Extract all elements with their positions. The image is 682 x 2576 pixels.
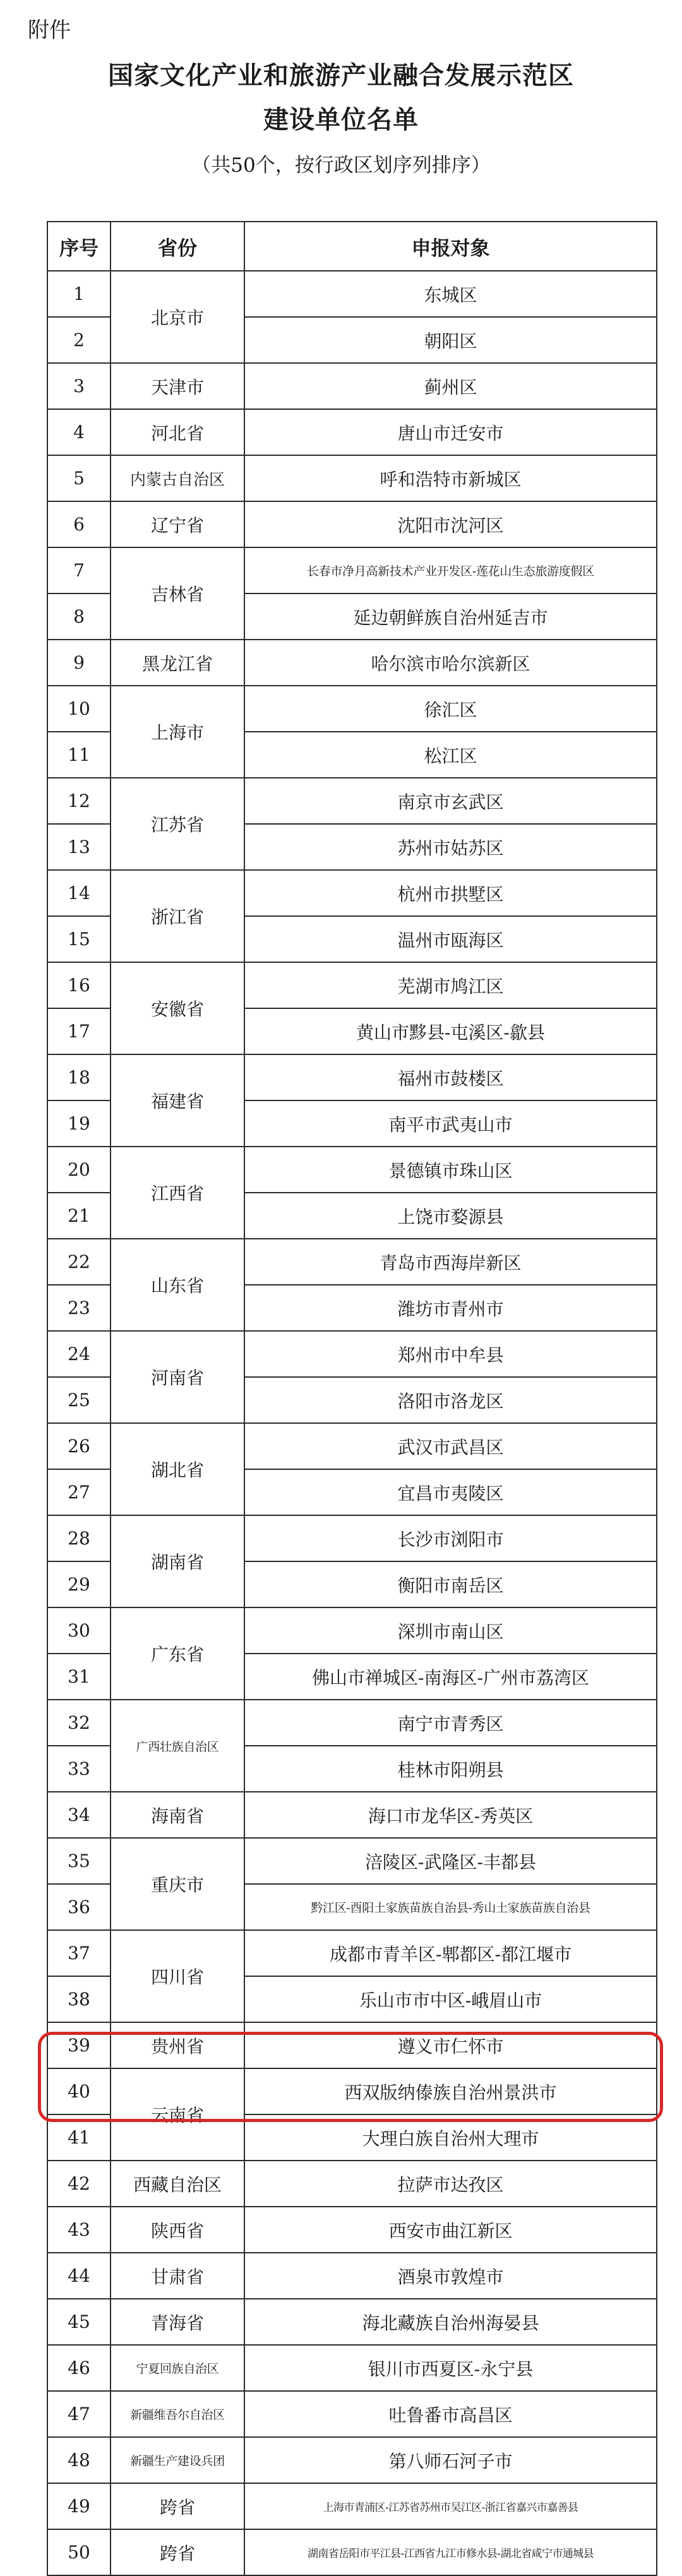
row-number: 36	[47, 1884, 111, 1930]
table-row	[47, 455, 657, 501]
table-row	[47, 1838, 657, 1884]
table-row	[47, 640, 657, 686]
row-number: 6	[47, 501, 111, 547]
row-number: 22	[47, 1239, 111, 1285]
target-cell: 福州市鼓楼区	[244, 1054, 657, 1100]
row-number: 1	[47, 271, 111, 317]
table-row	[47, 1331, 657, 1377]
target-cell: 深圳市南山区	[244, 1607, 657, 1654]
row-number: 13	[47, 824, 111, 870]
row-number: 25	[47, 1377, 111, 1423]
row-number: 38	[47, 1976, 111, 2022]
target-cell: 成都市青羊区-郫都区-都江堰市	[244, 1930, 657, 1976]
row-number: 40	[47, 2068, 111, 2114]
column-header-target: 申报对象	[244, 222, 657, 271]
target-cell: 遵义市仁怀市	[244, 2022, 657, 2068]
row-number: 26	[47, 1423, 111, 1469]
target-cell: 东城区	[244, 271, 657, 317]
province-cell: 吉林省	[111, 547, 244, 640]
target-cell: 朝阳区	[244, 317, 657, 363]
row-number: 27	[47, 1469, 111, 1515]
target-cell: 湖南省岳阳市平江县-江西省九江市修水县-湖北省咸宁市通城县	[244, 2529, 657, 2575]
province-cell: 陕西省	[111, 2207, 244, 2253]
row-number: 11	[47, 732, 111, 778]
row-number: 5	[47, 455, 111, 501]
row-number: 34	[47, 1792, 111, 1838]
target-cell: 武汉市武昌区	[244, 1423, 657, 1469]
row-number: 42	[47, 2161, 111, 2207]
table-row	[47, 1930, 657, 1976]
row-number: 15	[47, 916, 111, 962]
province-cell: 福建省	[111, 1054, 244, 1147]
target-cell: 银川市西夏区-永宁县	[244, 2345, 657, 2391]
table-row	[47, 1607, 657, 1654]
province-cell: 云南省	[111, 2068, 244, 2161]
province-cell: 浙江省	[111, 870, 244, 962]
province-cell: 湖北省	[111, 1423, 244, 1515]
row-number: 3	[47, 363, 111, 409]
target-cell: 延边朝鲜族自治州延吉市	[244, 593, 657, 640]
province-cell: 辽宁省	[111, 501, 244, 547]
table-row	[47, 2207, 657, 2253]
province-cell: 重庆市	[111, 1838, 244, 1930]
highlight-box	[38, 2032, 663, 2122]
row-number: 33	[47, 1746, 111, 1792]
target-cell: 黄山市黟县-屯溪区-歙县	[244, 1008, 657, 1054]
target-cell: 徐汇区	[244, 686, 657, 732]
row-number: 20	[47, 1147, 111, 1193]
row-number: 10	[47, 686, 111, 732]
target-cell: 拉萨市达孜区	[244, 2161, 657, 2207]
document-subtitle: （共50个，按行政区划序列排序）	[191, 154, 491, 177]
row-number: 46	[47, 2345, 111, 2391]
row-number: 49	[47, 2483, 111, 2529]
province-cell: 安徽省	[111, 962, 244, 1054]
table-row	[47, 1515, 657, 1561]
province-cell: 河南省	[111, 1331, 244, 1423]
row-number: 24	[47, 1331, 111, 1377]
row-number: 31	[47, 1654, 111, 1700]
row-number: 30	[47, 1607, 111, 1654]
target-cell: 蓟州区	[244, 363, 657, 409]
province-cell: 四川省	[111, 1930, 244, 2022]
row-number: 17	[47, 1008, 111, 1054]
target-cell: 长沙市浏阳市	[244, 1515, 657, 1561]
target-cell: 佛山市禅城区-南海区-广州市荔湾区	[244, 1654, 657, 1700]
province-cell: 湖南省	[111, 1515, 244, 1607]
table-row	[47, 2483, 657, 2529]
target-cell: 乐山市市中区-峨眉山市	[244, 1976, 657, 2022]
table-row	[47, 2437, 657, 2483]
target-cell: 桂林市阳朔县	[244, 1746, 657, 1792]
column-header-province: 省份	[111, 222, 244, 271]
attachment-label: 附件	[28, 18, 71, 43]
target-cell: 呼和浩特市新城区	[244, 455, 657, 501]
table-row	[47, 409, 657, 455]
province-cell: 江西省	[111, 1147, 244, 1239]
table-header-row	[47, 222, 657, 271]
province-cell: 跨省	[111, 2529, 244, 2575]
table-row	[47, 2391, 657, 2437]
row-number: 48	[47, 2437, 111, 2483]
province-cell: 青海省	[111, 2299, 244, 2345]
target-cell: 哈尔滨市哈尔滨新区	[244, 640, 657, 686]
province-cell: 广东省	[111, 1607, 244, 1700]
target-cell: 涪陵区-武隆区-丰都县	[244, 1838, 657, 1884]
row-number: 7	[47, 547, 111, 593]
row-number: 39	[47, 2022, 111, 2068]
province-cell: 黑龙江省	[111, 640, 244, 686]
province-cell: 跨省	[111, 2483, 244, 2529]
row-number: 14	[47, 870, 111, 916]
row-number: 8	[47, 593, 111, 640]
target-cell: 上海市青浦区-江苏省苏州市吴江区-浙江省嘉兴市嘉善县	[244, 2483, 657, 2529]
column-header-number: 序号	[47, 222, 111, 271]
row-number: 12	[47, 778, 111, 824]
row-number: 2	[47, 317, 111, 363]
target-cell: 第八师石河子市	[244, 2437, 657, 2483]
row-number: 21	[47, 1193, 111, 1239]
province-cell: 甘肃省	[111, 2253, 244, 2299]
document-title: 国家文化产业和旅游产业融合发展示范区	[108, 61, 574, 90]
province-cell: 新疆生产建设兵团	[111, 2437, 244, 2483]
table-row	[47, 1239, 657, 1285]
province-cell: 上海市	[111, 686, 244, 778]
row-number: 18	[47, 1054, 111, 1100]
table-body	[47, 271, 657, 2575]
document-title-line2: 建设单位名单	[263, 105, 419, 134]
province-cell: 宁夏回族自治区	[111, 2345, 244, 2391]
target-cell: 长春市净月高新技术产业开发区-莲花山生态旅游度假区	[244, 547, 657, 593]
province-cell: 新疆维吾尔自治区	[111, 2391, 244, 2437]
table-row	[47, 686, 657, 732]
province-cell: 天津市	[111, 363, 244, 409]
table-row	[47, 870, 657, 916]
target-cell: 沈阳市沈河区	[244, 501, 657, 547]
target-cell: 景德镇市珠山区	[244, 1147, 657, 1193]
province-cell: 贵州省	[111, 2022, 244, 2068]
target-cell: 上饶市婺源县	[244, 1193, 657, 1239]
row-number: 35	[47, 1838, 111, 1884]
row-number: 16	[47, 962, 111, 1008]
table-row	[47, 501, 657, 547]
province-cell: 山东省	[111, 1239, 244, 1331]
province-cell: 海南省	[111, 1792, 244, 1838]
target-cell: 南京市玄武区	[244, 778, 657, 824]
table-row	[47, 1147, 657, 1193]
row-number: 32	[47, 1700, 111, 1746]
target-cell: 潍坊市青州市	[244, 1285, 657, 1331]
table-row	[47, 2345, 657, 2391]
target-cell: 洛阳市洛龙区	[244, 1377, 657, 1423]
row-number: 50	[47, 2529, 111, 2575]
table-row	[47, 962, 657, 1008]
row-number: 28	[47, 1515, 111, 1561]
row-number: 44	[47, 2253, 111, 2299]
target-cell: 南平市武夷山市	[244, 1100, 657, 1147]
row-number: 19	[47, 1100, 111, 1147]
target-cell: 苏州市姑苏区	[244, 824, 657, 870]
row-number: 45	[47, 2299, 111, 2345]
province-cell: 内蒙古自治区	[111, 455, 244, 501]
target-cell: 西安市曲江新区	[244, 2207, 657, 2253]
target-cell: 衡阳市南岳区	[244, 1561, 657, 1607]
target-cell: 吐鲁番市高昌区	[244, 2391, 657, 2437]
target-cell: 郑州市中牟县	[244, 1331, 657, 1377]
row-number: 4	[47, 409, 111, 455]
table-row	[47, 1423, 657, 1469]
table-row	[47, 2253, 657, 2299]
target-cell: 南宁市青秀区	[244, 1700, 657, 1746]
table-row	[47, 1700, 657, 1746]
target-cell: 温州市瓯海区	[244, 916, 657, 962]
target-cell: 杭州市拱墅区	[244, 870, 657, 916]
table-row	[47, 547, 657, 593]
province-cell: 江苏省	[111, 778, 244, 870]
province-cell: 西藏自治区	[111, 2161, 244, 2207]
row-number: 29	[47, 1561, 111, 1607]
target-cell: 黔江区-酉阳土家族苗族自治县-秀山土家族苗族自治县	[244, 1884, 657, 1930]
province-cell: 河北省	[111, 409, 244, 455]
target-cell: 酒泉市敦煌市	[244, 2253, 657, 2299]
target-cell: 芜湖市鸠江区	[244, 962, 657, 1008]
row-number: 9	[47, 640, 111, 686]
target-cell: 唐山市迁安市	[244, 409, 657, 455]
target-cell: 海口市龙华区-秀英区	[244, 1792, 657, 1838]
table-row	[47, 363, 657, 409]
table-row	[47, 2299, 657, 2345]
table-row	[47, 1054, 657, 1100]
table-row	[47, 271, 657, 317]
target-cell: 大理白族自治州大理市	[244, 2114, 657, 2161]
row-number: 37	[47, 1930, 111, 1976]
target-cell: 宜昌市夷陵区	[244, 1469, 657, 1515]
province-cell: 北京市	[111, 271, 244, 363]
demonstration-zone-table	[47, 221, 657, 2576]
table-row	[47, 2529, 657, 2575]
target-cell: 松江区	[244, 732, 657, 778]
target-cell: 青岛市西海岸新区	[244, 1239, 657, 1285]
target-cell: 海北藏族自治州海晏县	[244, 2299, 657, 2345]
table-row	[47, 2161, 657, 2207]
row-number: 47	[47, 2391, 111, 2437]
row-number: 41	[47, 2114, 111, 2161]
target-cell: 西双版纳傣族自治州景洪市	[244, 2068, 657, 2114]
table-row	[47, 1792, 657, 1838]
row-number: 43	[47, 2207, 111, 2253]
province-cell: 广西壮族自治区	[111, 1700, 244, 1792]
row-number: 23	[47, 1285, 111, 1331]
table-row	[47, 778, 657, 824]
